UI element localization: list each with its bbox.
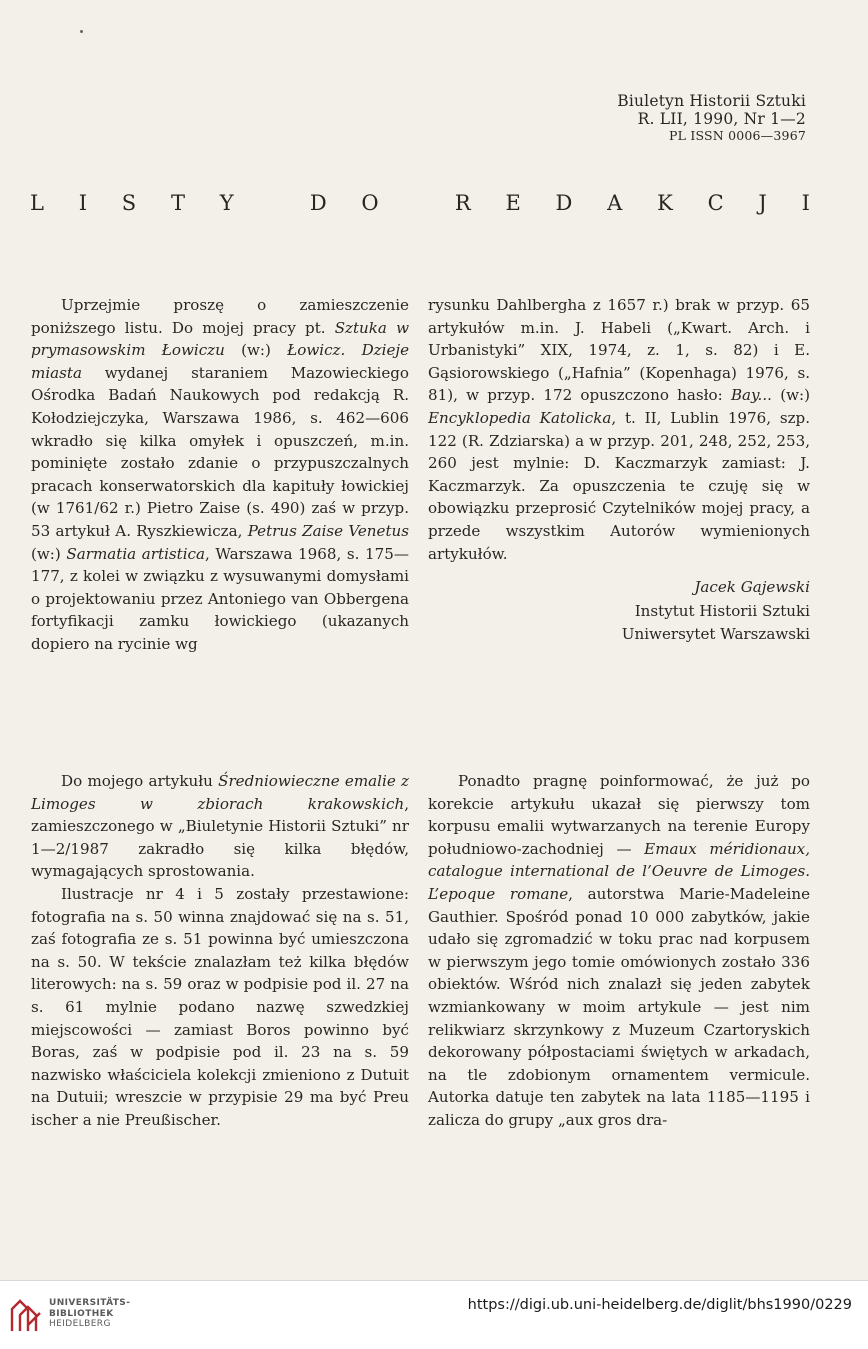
italic-title: Petrus Zaise Venetus <box>247 521 409 540</box>
title-letter: Y <box>219 191 234 215</box>
text-run: Uprzejmie proszę o zamieszczenie poniższego listu. Do mojej pracy pt. <box>31 296 409 337</box>
letter1-paragraph <box>31 294 409 656</box>
title-gap <box>268 191 275 215</box>
text-run: wydanej staraniem Mazowieckiego Ośrodka Badań Naukowych pod redakcją R. Kołodziejczyka, Warszawa 1986, s. 462—606 wkradło się kilka omyłek i opuszczeń, m.in. pominięte zostało zdanie o przypuszczalnych pracach konserwatorskich dla kapituły łowickiej (w 1761/62 r.) Pietro Zaise (s. 490) zaś w przyp. 53 artykuł A. Ryszkiewicza, <box>31 363 409 540</box>
italic-title: Łowicz. Dzieje miasta <box>31 341 410 382</box>
title-letter: I <box>801 191 810 215</box>
journal-issue: R. LII, 1990, Nr 1—2 <box>637 110 806 128</box>
title-letter: D <box>309 191 327 215</box>
italic-title: Emaux méridionaux, catalogue international de l’Oeuvre de Limoges. L’epoque romane <box>428 839 810 903</box>
title-letter: J <box>758 191 767 215</box>
letter1-paragraph-continued <box>428 294 810 565</box>
italic-title: Sztuka w prymasowskim Łowiczu <box>31 318 409 360</box>
italic-title: Encyklopedia Katolicka <box>428 408 612 427</box>
title-letter: A <box>607 191 623 215</box>
author-institute: Instytut Historii Sztuki <box>634 601 810 620</box>
speck <box>80 30 83 33</box>
author-name: Jacek Gajewski <box>694 578 810 596</box>
italic-title: Bay... <box>730 386 772 405</box>
title-letter: I <box>78 191 88 215</box>
text-run: , autorstwa Marie-Madeleine Gauthier. Spośród ponad 10 000 zabytków, jakie udało się zgromadzić w toku prac nad korpusem w pierwszym jego tomie omówionych zostało 336 obiektów. Wśród nich znalazł się jeden zabytek wzmiankowany w moim artykule — jest nim relikwiarz skrzynkowy z Muzeum Czartoryskich dekorowany półpostaciami świętych w arkadach, na tle zdobionym ornamentem vermicule. Autorka datuje ten zabytek na lata 1185—1195 i zalicza do grupy „aux gros dra- <box>428 884 811 1129</box>
library-logo-text: UNIVERSITÄTS- BIBLIOTHEK HEIDELBERG <box>49 1298 131 1329</box>
text-run: , Warszawa 1968, s. 175—177, z kolei w związku z wysuwanymi domysłami o projektowaniu przez Antoniego van Obbergena fortyfikacji zamku łowickiego (ukazanych dopiero na rycinie wg <box>31 544 409 653</box>
text-run: Do mojego artykułu <box>61 772 219 790</box>
signature-block <box>622 576 810 647</box>
letter2-left-column <box>31 770 409 1132</box>
journal-title: Biuletyn Historii Sztuki <box>617 92 806 110</box>
title-letter: S <box>121 191 137 215</box>
title-letter: L <box>30 191 44 215</box>
italic-title: Sarmatia artistica <box>66 544 205 563</box>
title-letter: D <box>555 191 573 215</box>
title-gap <box>413 191 420 215</box>
title-letter: T <box>170 191 185 215</box>
journal-issn: PL ISSN 0006—3967 <box>669 128 806 143</box>
title-letter: R <box>454 191 471 215</box>
text-run: (w:) <box>31 544 67 563</box>
letter2-paragraph-3 <box>428 770 810 1132</box>
letter2-paragraph-1 <box>31 770 409 883</box>
text-run: , zamieszczonego w „Biuletynie Historii Sztuki” nr 1—2/1987 zakradło się kilka błędów, wymagających sprostowania. <box>31 794 409 881</box>
viewer-footer <box>0 1280 868 1349</box>
title-letter: C <box>707 191 724 215</box>
text-run: (w:) <box>771 386 810 405</box>
text-run: , t. II, Lublin 1976, szp. 122 (R. Zdziarska) a w przyp. 201, 248, 252, 253, 260 jest mylnie: D. Kaczmarzyk zamiast: J. Kaczmarzyk. Za opuszczenia te czuję się w obowiązku przeprosić Czytelników mojej pracy, a przede wszystkim Autorów wymienionych artykułów. <box>428 408 811 563</box>
letter2-right-column <box>428 770 810 1132</box>
letter1-right-column <box>428 294 810 565</box>
letter2-paragraph-2: Ilustracje nr 4 i 5 zostały przestawione: fotografia na s. 50 winna znajdować się na s. 51, zaś fotografia ze s. 51 powinna być umieszczona na s. 50. W tekście znalazłam też kilka błędów literowych: na s. 59 oraz w podpisie pod il. 27 na s. 61 mylnie podano nazwę szwedzkiej miejscowości — zamiast Boros powinno być Boras, zaś w podpisie pod il. 23 na s. 59 nazwisko właściciela kolekcji zmieniono z Dutuit na Dutuii; wreszcie w przypisie 29 ma być Preu ischer a nie Preußischer. <box>31 884 409 1129</box>
section-title <box>30 191 810 215</box>
library-logo-icon <box>8 1295 44 1335</box>
title-letter: O <box>361 191 379 215</box>
letter1-left-column <box>31 294 409 656</box>
text-run: (w:) <box>224 341 288 360</box>
italic-title: Średniowieczne emalie z Limoges w zbiorach krakowskich <box>31 772 409 813</box>
title-letter: E <box>505 191 521 215</box>
title-letter: K <box>657 191 673 215</box>
text-run: rysunku Dahlbergha z 1657 r.) brak w przyp. 65 artykułów m.in. J. Habeli („Kwart. Arch. i Urbanistyki” XIX, 1974, z. 1, s. 82) i E. Gąsiorowskiego („Hafnia” (Kopenhaga) 1976, s. 81), w przyp. 172 opuszczono hasło: <box>428 296 810 405</box>
author-university: Uniwersytet Warszawski <box>621 625 810 643</box>
permalink-url[interactable]: https://digi.ub.uni-heidelberg.de/diglit/bhs1990/0229 <box>467 1297 852 1313</box>
journal-header <box>617 92 806 143</box>
text-run: Ponadto pragnę poinformować, że już po korekcie artykułu ukazał się pierwszy tom korpusu emalii wytwarzanych na terenie Europy południowo-zachodniej — <box>428 772 810 858</box>
